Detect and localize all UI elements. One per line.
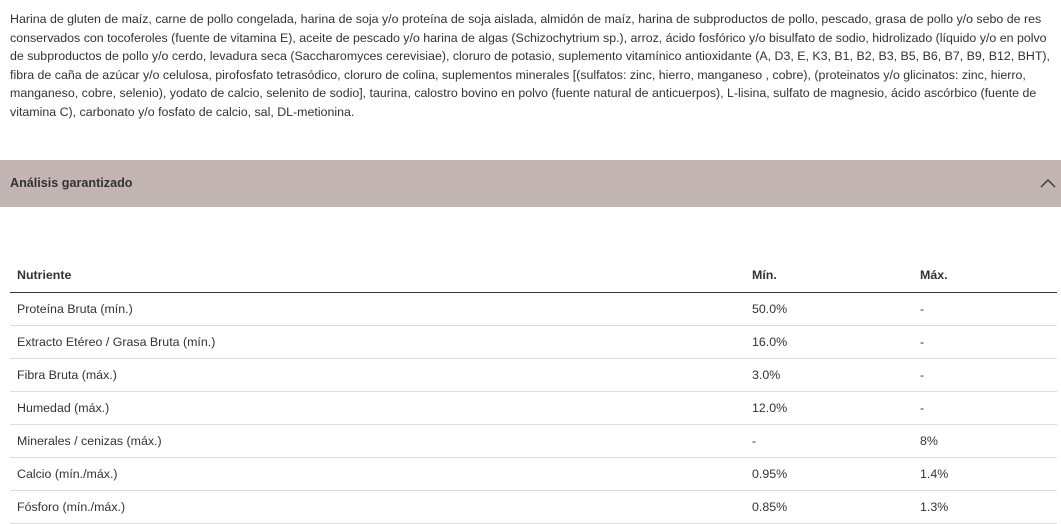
nutrients-table bbox=[10, 259, 1057, 524]
cell-nutrient: Proteína Bruta (mín.) bbox=[10, 292, 745, 325]
header-nutrient: Nutriente bbox=[10, 259, 745, 292]
table-row bbox=[10, 292, 1057, 325]
cell-nutrient: Fósforo (mín./máx.) bbox=[10, 490, 745, 523]
cell-min: 0.85% bbox=[745, 490, 913, 523]
table-row bbox=[10, 490, 1057, 523]
table-row bbox=[10, 391, 1057, 424]
cell-max: - bbox=[913, 391, 1057, 424]
cell-min: 0.95% bbox=[745, 457, 913, 490]
cell-max: 1.3% bbox=[913, 490, 1057, 523]
cell-min: 3.0% bbox=[745, 358, 913, 391]
cell-min: 12.0% bbox=[745, 391, 913, 424]
table-row bbox=[10, 424, 1057, 457]
cell-nutrient: Minerales / cenizas (máx.) bbox=[10, 424, 745, 457]
cell-nutrient: Humedad (máx.) bbox=[10, 391, 745, 424]
cell-max: - bbox=[913, 325, 1057, 358]
table-row bbox=[10, 325, 1057, 358]
analysis-accordion-header[interactable] bbox=[0, 160, 1061, 207]
cell-min: - bbox=[745, 424, 913, 457]
accordion-title: Análisis garantizado bbox=[10, 176, 133, 190]
chevron-up-icon[interactable] bbox=[1039, 174, 1057, 192]
cell-max: 1.4% bbox=[913, 457, 1057, 490]
cell-nutrient: Fibra Bruta (máx.) bbox=[10, 358, 745, 391]
header-max: Máx. bbox=[913, 259, 1057, 292]
table-header-row bbox=[10, 259, 1057, 292]
cell-max: - bbox=[913, 292, 1057, 325]
cell-nutrient: Calcio (mín./máx.) bbox=[10, 457, 745, 490]
cell-min: 16.0% bbox=[745, 325, 913, 358]
ingredients-text: Harina de gluten de maíz, carne de pollo congelada, harina de soja y/o proteína de soja aislada, almidón de maíz, harina de subproductos de pollo, pescado, grasa de pollo y/o sebo de res conservados con tocoferoles (fuente de vitamina E), aceite de pescado y/o harina de algas (Schizochytrium sp.), arroz, ácido fosfórico y/o bisulfato de sodio, hidrolizado (líquido y/o en polvo de subproductos de pollo y/o cerdo, levadura seca (Saccharomyces cerevisiae), cloruro de potasio, suplemento vitamínico antioxidante (A, D3, E, K3, B1, B2, B3, B5, B6, B7, B9, B12, BHT), fibra de caña de azúcar y/o celulosa, pirofosfato tetrasódico, cloruro de colina, suplementos minerales [(sulfatos: zinc, hierro, manganeso , cobre), (proteinatos y/o glicinatos: zinc, hierro, manganeso, cobre, selenio), yodato de calcio, selenito de sodio], taurina, calostro bovino en polvo (fuente natural de anticuerpos), L-lisina, sulfato de magnesio, ácido ascórbico (fuente de vitamina C), carbonato y/o fosfato de calcio, sal, DL-metionina. bbox=[10, 12, 1050, 119]
table-row bbox=[10, 358, 1057, 391]
header-min: Mín. bbox=[745, 259, 913, 292]
cell-max: - bbox=[913, 358, 1057, 391]
cell-min: 50.0% bbox=[745, 292, 913, 325]
cell-max: 8% bbox=[913, 424, 1057, 457]
cell-nutrient: Extracto Etéreo / Grasa Bruta (mín.) bbox=[10, 325, 745, 358]
table-row bbox=[10, 457, 1057, 490]
